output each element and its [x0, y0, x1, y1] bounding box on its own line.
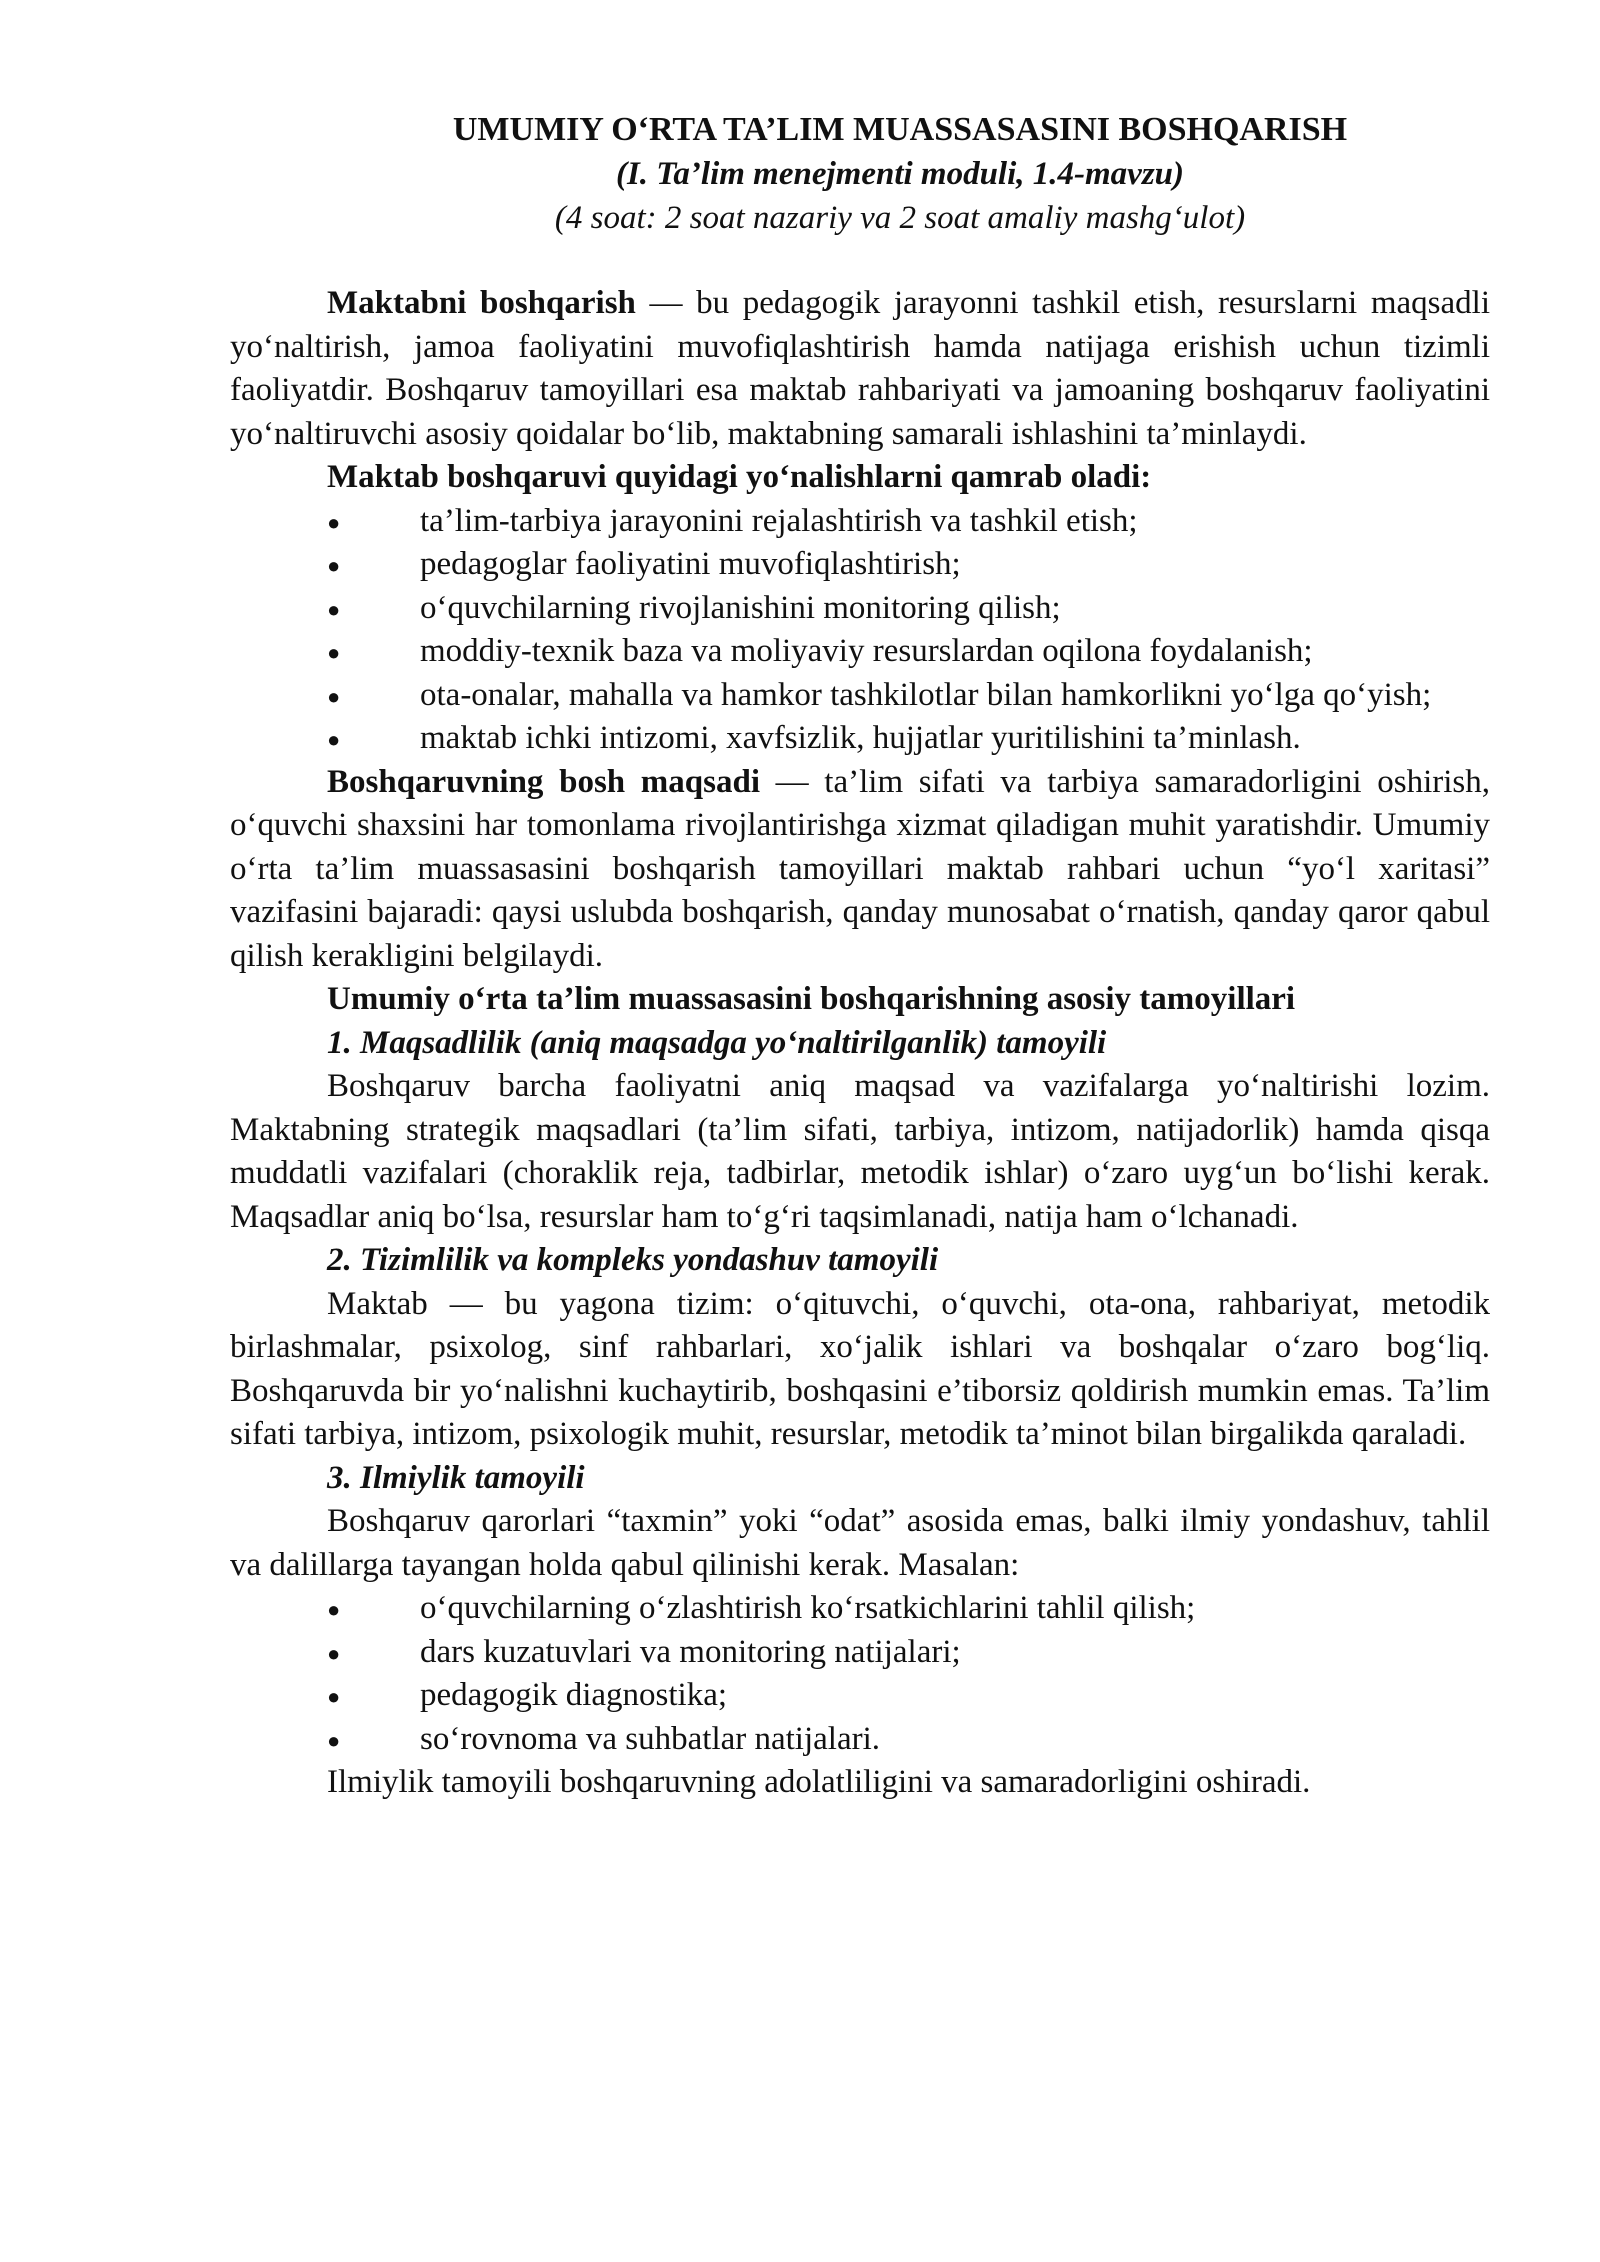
document-subtitle: (I. Ta’lim menejmenti moduli, 1.4-mavzu) [615, 156, 1185, 192]
spacer [230, 240, 1490, 282]
areas-heading: Maktab boshqaruvi quyidagi yo‘nalishlarni qamrab oladi: [327, 459, 1152, 495]
principle-3-conclusion: Ilmiylik tamoyili boshqaruvning adolatliligini va samaradorligini oshiradi. [327, 1764, 1311, 1800]
goal-text: — ta’lim sifati va tarbiya samaradorligini oshirish, o‘quvchi shaxsini har tomonlama rivojlantirishga xizmat qiladigan muhit yaratishdir. Umumiy o‘rta ta’lim muassasasini boshqarish tamoyillari maktab rahbari uchun “yo‘l xaritasi” vazifasini bajaradi: qaysi uslubda boshqarish, qanday munosabat o‘rnatish, qanday qaror qabul qilish kerakligini belgilaydi. [230, 763, 1490, 974]
principle-1-text: Boshqaruv barcha faoliyatni aniq maqsad va vazifalarga yo‘naltirishi lozim. Maktabning strategik maqsadlari (ta’lim sifati, tarbiya, intizom, natijadorlik) hamda qisqa muddatli vazifalari (choraklik reja, tadbirlar, metodik ishlar) o‘zaro uyg‘un bo‘lishi kerak. Maqsadlar aniq bo‘lsa, resurslar ham to‘g‘ri taqsimlanadi, natija ham o‘lchanadi. [230, 1068, 1490, 1235]
document-hours: (4 soat: 2 soat nazariy va 2 soat amaliy mashg‘ulot) [554, 200, 1246, 236]
list-item: ● dars kuzatuvlari va monitoring natijalari; [230, 1631, 1490, 1675]
bullet-icon: ● [327, 596, 341, 622]
bullet-icon: ● [327, 683, 341, 709]
principle-3-heading: 3. Ilmiylik tamoyili [327, 1459, 585, 1496]
intro-paragraph [230, 282, 1490, 456]
bullet-icon: ● [327, 1640, 341, 1666]
principle-2-heading: 2. Tizimlilik va kompleks yondashuv tamoyili [327, 1242, 939, 1278]
list-item: ● moddiy-texnik baza va moliyaviy resurslardan oqilona foydalanish; [230, 630, 1490, 674]
bullet-icon: ● [327, 509, 341, 535]
list-item: ● o‘quvchilarning o‘zlashtirish ko‘rsatkichlarini tahlil qilish; [230, 1587, 1490, 1631]
list-item: ● maktab ichki intizomi, xavfsizlik, hujjatlar yuritilishini ta’minlash. [230, 717, 1490, 761]
list-item: ● pedagogik diagnostika; [230, 1674, 1490, 1718]
document-header [230, 108, 1490, 240]
principle-3-list [230, 1587, 1490, 1761]
document-page [230, 108, 1490, 1805]
list-item: ● so‘rovnoma va suhbatlar natijalari. [230, 1718, 1490, 1762]
areas-list [230, 500, 1490, 761]
intro-text: — bu pedagogik jarayonni tashkil etish, resurslarni maqsadli yo‘naltirish, jamoa faoliyatini muvofiqlashtirish hamda natijaga erishish uchun tizimli faoliyatdir. Boshqaruv tamoyillari esa maktab rahbariyati va jamoaning boshqaruv faoliyatini yo‘naltiruvchi asosiy qoidalar bo‘lib, maktabning samarali ishlashini ta’minlaydi. [230, 285, 1490, 452]
principle-3-text: Boshqaruv qarorlari “taxmin” yoki “odat” asosida emas, balki ilmiy yondashuv, tahlil va dalillarga tayangan holda qabul qilinishi kerak. Masalan: [230, 1503, 1490, 1583]
principle-1-heading: 1. Maqsadlilik (aniq maqsadga yo‘naltirilganlik) tamoyili [327, 1024, 1107, 1061]
list-item: ● ta’lim-tarbiya jarayonini rejalashtirish va tashkil etish; [230, 500, 1490, 544]
list-item: ● o‘quvchilarning rivojlanishini monitoring qilish; [230, 587, 1490, 631]
bullet-icon: ● [327, 1684, 341, 1709]
bullet-icon: ● [327, 1597, 341, 1622]
bullet-icon: ● [327, 727, 341, 752]
principle-2-text: Maktab — bu yagona tizim: o‘qituvchi, o‘quvchi, ota-ona, rahbariyat, metodik birlashmalar, psixolog, sinf rahbarlari, xo‘jalik ishlari va boshqalar o‘zaro bog‘liq. Boshqaruvda bir yo‘nalishni kuchaytirib, boshqasini e’tiborsiz qoldirish mumkin emas. Ta’lim sifati tarbiya, intizom, psixologik muhit, resurslar, metodik ta’minot bilan birgalikda qaraladi. [230, 1285, 1490, 1452]
intro-term: Maktabni boshqarish [327, 285, 636, 321]
list-item: ● pedagoglar faoliyatini muvofiqlashtirish; [230, 543, 1490, 587]
list-item: ● ota-onalar, mahalla va hamkor tashkilotlar bilan hamkorlikni yo‘lga qo‘yish; [230, 674, 1490, 718]
goal-term: Boshqaruvning bosh maqsadi [327, 763, 760, 800]
bullet-icon: ● [327, 553, 341, 578]
document-title: UMUMIY O‘RTA TA’LIM MUASSASASINI BOSHQARISH [452, 111, 1348, 148]
bullet-icon: ● [327, 640, 341, 665]
bullet-icon: ● [327, 1727, 341, 1753]
principles-heading: Umumiy o‘rta ta’lim muassasasini boshqarishning asosiy tamoyillari [327, 981, 1296, 1017]
goal-paragraph [230, 761, 1490, 979]
